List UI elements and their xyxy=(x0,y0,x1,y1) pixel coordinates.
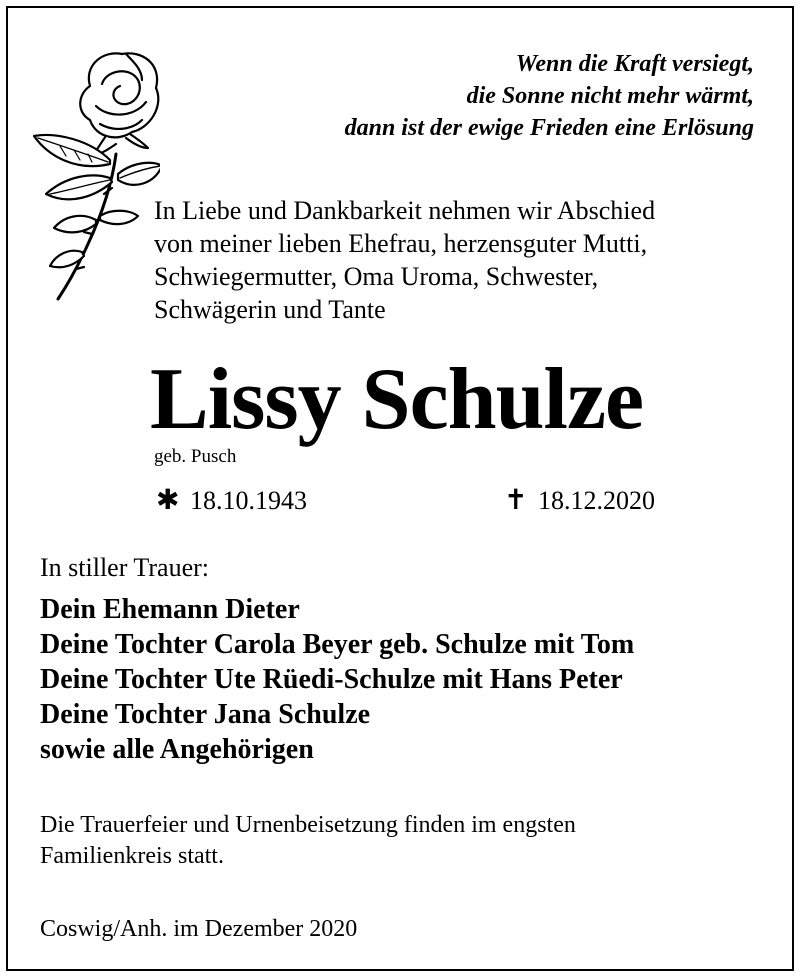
mourner-entry: Deine Tochter Carola Beyer geb. Schulze mit Tom xyxy=(40,629,635,660)
obituary-frame xyxy=(6,6,794,971)
mourner-entry: sowie alle Angehörigen xyxy=(40,734,314,765)
death-date-row xyxy=(504,486,655,516)
service-line: Familienkreis statt. xyxy=(40,843,224,869)
deceased-name: Lissy Schulze xyxy=(150,351,644,448)
birth-star-icon: ✱ xyxy=(156,485,180,516)
farewell-line: Schwägerin und Tante xyxy=(154,295,386,324)
service-line: Die Trauerfeier und Urnenbeisetzung finden im engsten xyxy=(40,812,576,838)
poem-line: die Sonne nicht mehr wärmt, xyxy=(466,83,754,109)
death-date: 18.12.2020 xyxy=(538,486,655,515)
poem-line: Wenn die Kraft versiegt, xyxy=(515,51,754,77)
birth-date-row xyxy=(156,486,307,516)
farewell-line: von meiner lieben Ehefrau, herzensguter Mutti, xyxy=(154,229,648,258)
maiden-name: geb. Pusch xyxy=(154,446,237,467)
mourner-entry: Dein Ehemann Dieter xyxy=(40,594,300,625)
mourner-entry: Deine Tochter Ute Rüedi-Schulze mit Hans Peter xyxy=(40,664,623,695)
birth-date: 18.10.1943 xyxy=(190,486,307,515)
farewell-line: Schwiegermutter, Oma Uroma, Schwester, xyxy=(154,262,599,291)
death-cross-icon: ✝ xyxy=(504,485,528,516)
poem-verse xyxy=(345,48,754,144)
place-and-date: Coswig/Anh. im Dezember 2020 xyxy=(40,916,358,942)
rose-icon xyxy=(30,44,160,304)
farewell-text xyxy=(154,194,655,326)
farewell-line: In Liebe und Dankbarkeit nehmen wir Abschied xyxy=(154,196,656,225)
mourning-label: In stiller Trauer: xyxy=(40,553,209,582)
mourners-list xyxy=(40,592,634,767)
poem-line: dann ist der ewige Frieden eine Erlösung xyxy=(344,115,754,141)
mourner-entry: Deine Tochter Jana Schulze xyxy=(40,699,371,730)
service-notice xyxy=(40,810,576,872)
